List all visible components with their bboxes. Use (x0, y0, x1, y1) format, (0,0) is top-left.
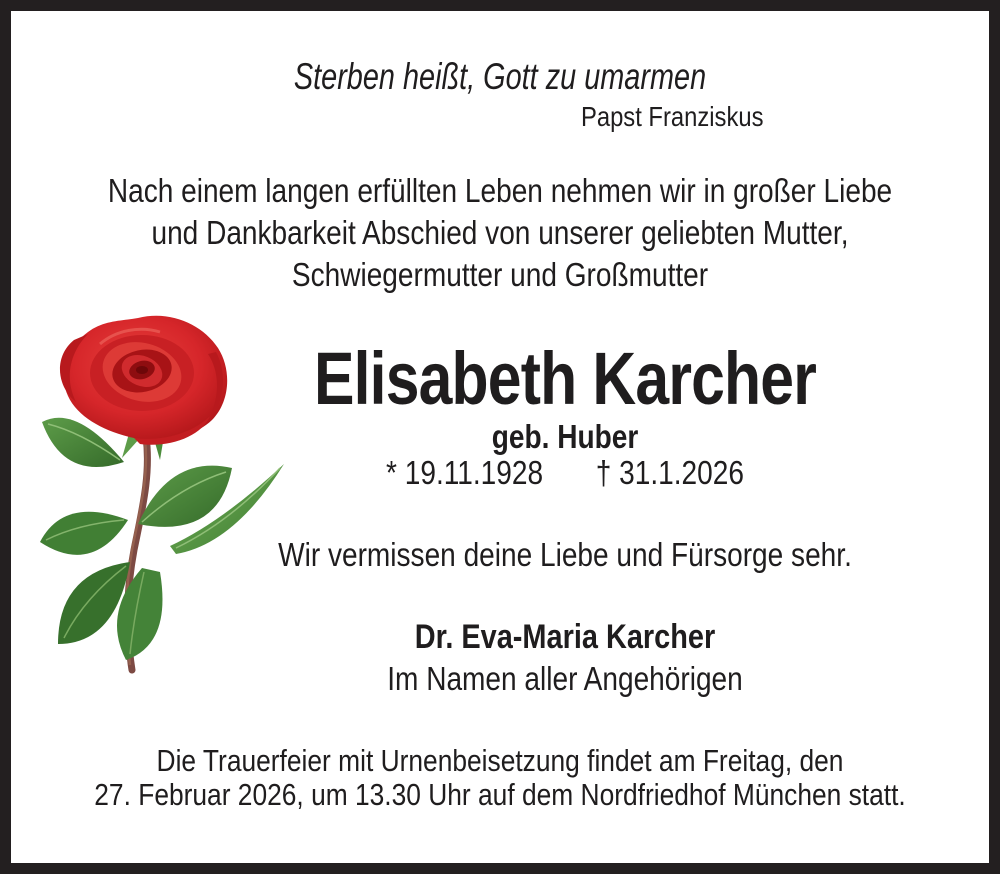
mourner-name: Dr. Eva-Maria Karcher (414, 618, 716, 656)
life-dates (195, 454, 935, 492)
service-info (0, 744, 1000, 812)
quote-attribution: Papst Franziskus (580, 101, 764, 132)
service-line: 27. Februar 2026, um 13.30 Uhr auf dem Nordfriedhof München statt. (94, 777, 906, 812)
service-line: Die Trauerfeier mit Urnenbeisetzung findet am Freitag, den (156, 743, 844, 778)
rose-icon (30, 310, 292, 682)
maiden-name: geb. Huber (491, 418, 639, 455)
intro-line: Schwiegermutter und Großmutter (291, 256, 709, 293)
intro-line: Nach einem langen erfüllten Leben nehmen wir in großer Liebe (107, 172, 893, 209)
death-date: † 31.1.2026 (595, 454, 744, 491)
quote-text: Sterben heißt, Gott zu umarmen (293, 56, 707, 97)
deceased-name: Elisabeth Karcher (313, 337, 817, 420)
intro-line: und Dankbarkeit Abschied von unserer geliebten Mutter, (151, 214, 849, 251)
mourner-note: Im Namen aller Angehörigen (387, 660, 743, 697)
birth-date: * 19.11.1928 (386, 454, 544, 491)
condolence-line: Wir vermissen deine Liebe und Fürsorge sehr. (278, 536, 852, 573)
rose-image (30, 310, 292, 682)
